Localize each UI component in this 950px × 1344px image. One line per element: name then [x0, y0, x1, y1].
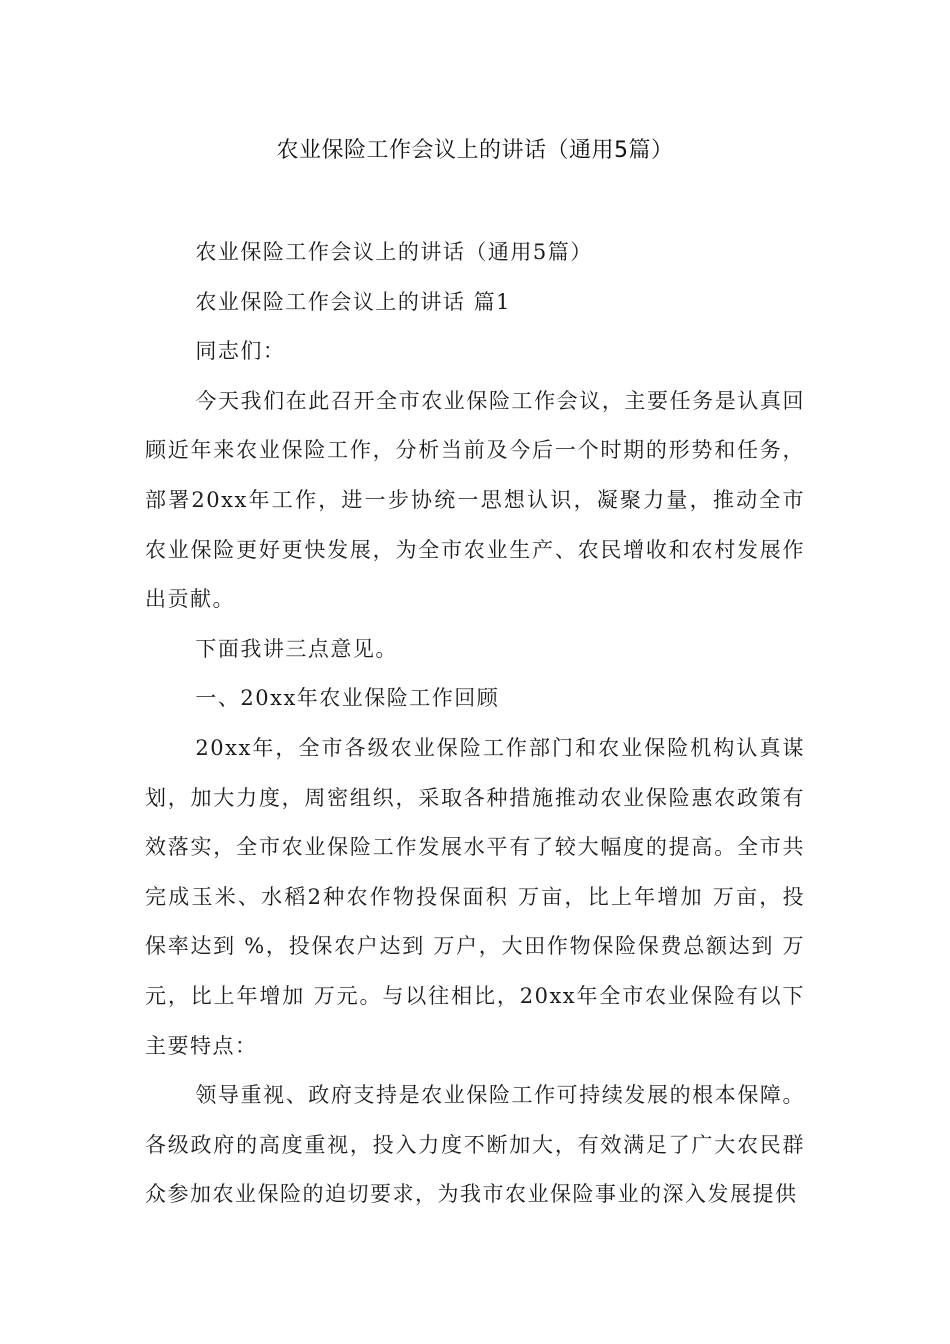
paragraph-subtitle: 农业保险工作会议上的讲话（通用5篇） — [195, 240, 593, 264]
document-body — [145, 228, 805, 1220]
paragraph-salutation: 同志们： — [195, 339, 286, 364]
paragraph-intro: 今天我们在此召开全市农业保险工作会议，主要任务是认真回顾近年来农业保险工作，分析当前及今后一个时期的形势和任务，部署20xx年工作，进一步协统一思想认识，凝聚力量，推动全市农业保险更好更快发展，为全市农业生产、农民增收和农村发展作出贡献。 — [145, 388, 805, 612]
document-title: 农业保险工作会议上的讲话（通用5篇） — [276, 138, 674, 163]
paragraph-review-body: 20xx年，全市各级农业保险工作部门和农业保险机构认真谋划，加大力度，周密组织，采取各种措施推动农业保险惠农政策有效落实，全市农业保险工作发展水平有了较大幅度的提高。全市共完成玉米、水稻2种农作物投保面积 万亩，比上年增加 万亩，投保率达到 %，投保农户达到 万户，大田作物保险保费总额达到 万元，比上年增加 万元。与以往相比，20xx年全市农业保险有以下主要特点： — [145, 735, 805, 1058]
paragraph-transition: 下面我讲三点意见。 — [195, 636, 398, 661]
paragraph-leadership: 领导重视、政府支持是农业保险工作可持续发展的根本保障。各级政府的高度重视，投入力度不断加大，有效满足了广大农民群众参加农业保险的迫切要求，为我市农业保险事业的深入发展提供 — [145, 1083, 805, 1207]
paragraph-section-heading: 农业保险工作会议上的讲话 篇1 — [195, 289, 511, 314]
paragraph-heading-review: 一、20xx年农业保险工作回顾 — [195, 686, 500, 711]
